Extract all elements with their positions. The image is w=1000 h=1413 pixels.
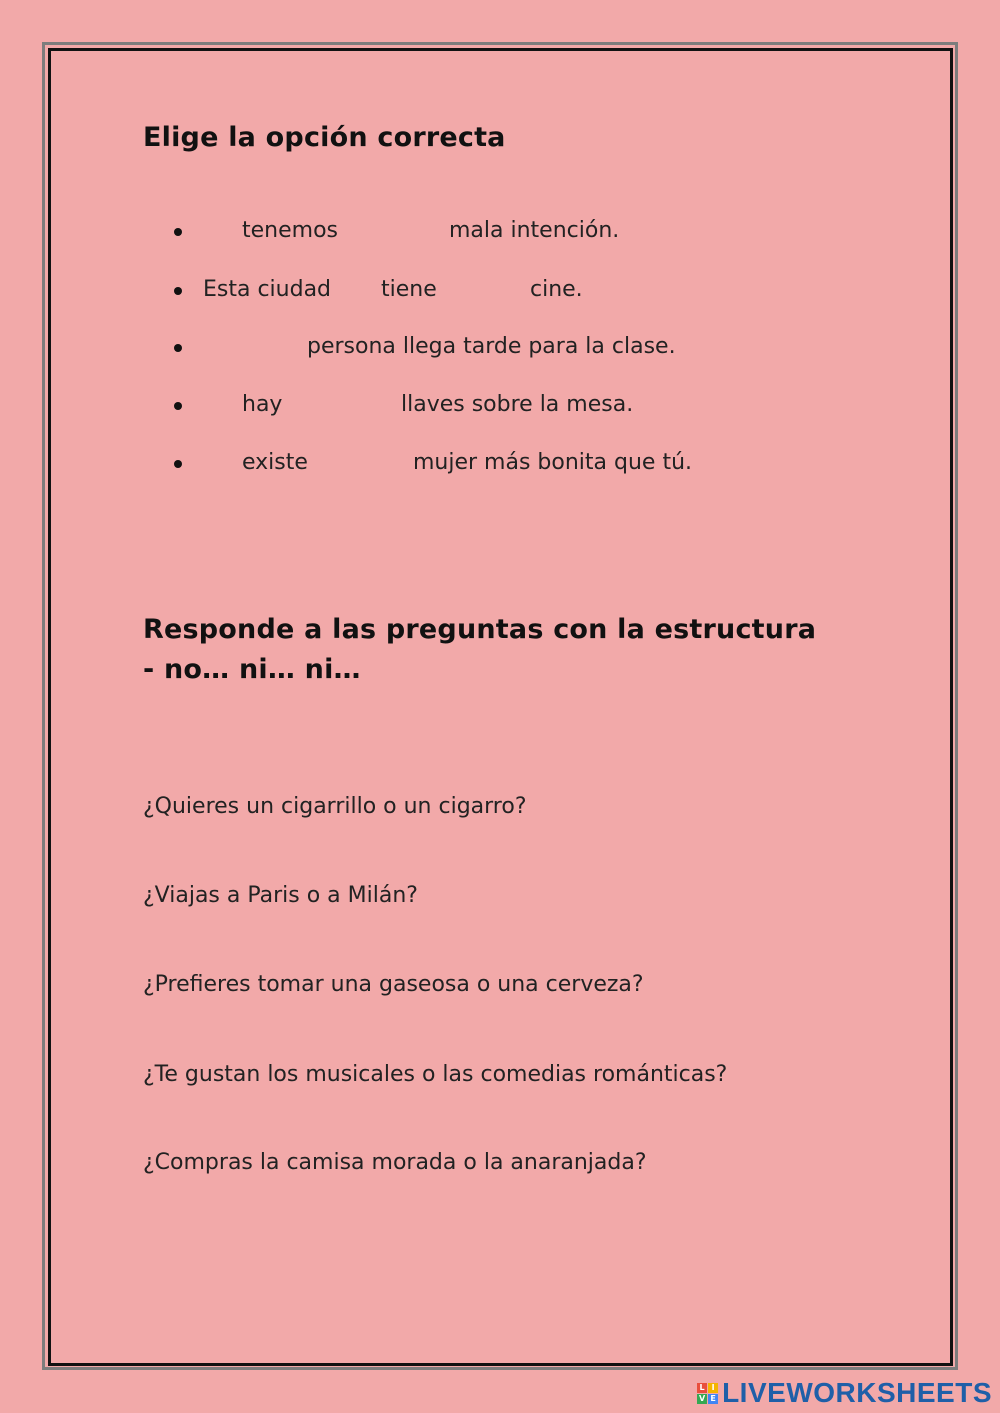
item-text: hay <box>242 392 283 417</box>
logo-letter: V <box>698 1393 706 1403</box>
bullet-icon <box>174 460 182 468</box>
bullet-icon <box>174 344 182 352</box>
logo-letter: I <box>708 1383 718 1393</box>
item-text: llaves sobre la mesa. <box>401 392 634 417</box>
list-item <box>0 448 1000 478</box>
logo-letter: E <box>708 1394 718 1404</box>
item-text: Esta ciudad <box>203 277 332 302</box>
item-text: mala intención. <box>449 218 620 243</box>
list-item <box>0 275 1000 305</box>
liveworksheets-icon <box>697 1383 718 1404</box>
bullet-icon <box>174 228 182 236</box>
list-item <box>0 216 1000 246</box>
item-text: persona llega tarde para la clase. <box>307 334 676 359</box>
liveworksheets-logo <box>697 1376 992 1410</box>
item-text: mujer más bonita que tú. <box>413 450 693 475</box>
bullet-icon <box>174 402 182 410</box>
list-item <box>0 332 1000 362</box>
item-text: tenemos <box>242 218 338 243</box>
section2-title: Responde a las preguntas con la estructura - no… ni… ni… <box>143 614 817 685</box>
section1-title: Elige la opción correcta <box>143 122 506 153</box>
item-text: cine. <box>530 277 583 302</box>
question-text: ¿Prefieres tomar una gaseosa o una cerveza? <box>143 972 644 997</box>
bullet-icon <box>174 287 182 295</box>
question-text: ¿Quieres un cigarrillo o un cigarro? <box>143 794 527 819</box>
question-text: ¿Te gustan los musicales o las comedias románticas? <box>143 1062 728 1087</box>
question-text: ¿Viajas a Paris o a Milán? <box>143 883 418 908</box>
list-item <box>0 390 1000 420</box>
brand-name: LIVEWORKSHEETS <box>722 1377 992 1408</box>
logo-letter: L <box>697 1383 707 1393</box>
item-text: tiene <box>381 277 437 302</box>
question-text: ¿Compras la camisa morada o la anaranjada? <box>143 1150 647 1175</box>
item-text: existe <box>242 450 308 475</box>
